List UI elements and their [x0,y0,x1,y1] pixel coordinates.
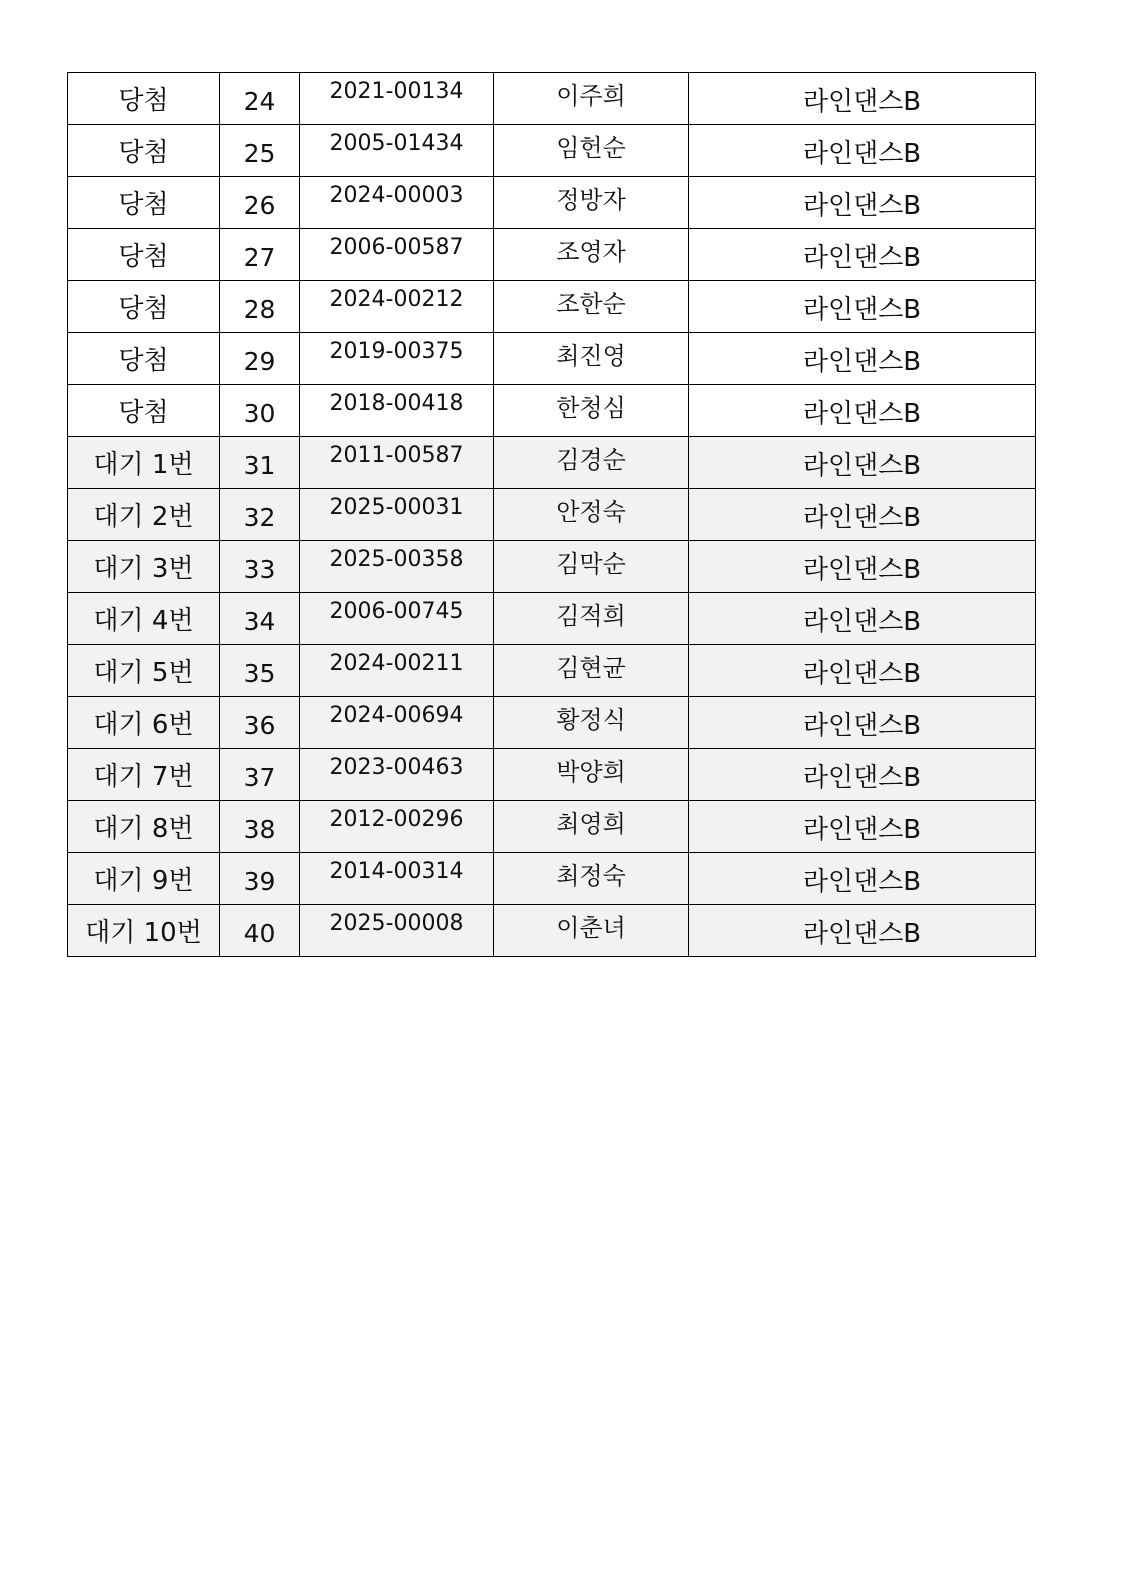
member-id-cell: 2025-00008 [300,905,494,957]
name-cell: 이주희 [494,73,689,125]
status-cell: 대기 6번 [68,697,220,749]
member-id-cell: 2019-00375 [300,333,494,385]
name-cell: 최영희 [494,801,689,853]
name-cell: 최진영 [494,333,689,385]
class-cell: 라인댄스B [689,125,1036,177]
class-cell: 라인댄스B [689,177,1036,229]
table-row [68,385,1036,437]
table-row [68,73,1036,125]
member-id-cell: 2024-00212 [300,281,494,333]
status-cell: 당첨 [68,73,220,125]
class-cell: 라인댄스B [689,749,1036,801]
number-cell: 35 [220,645,300,697]
status-cell: 대기 5번 [68,645,220,697]
status-cell: 대기 3번 [68,541,220,593]
number-cell: 34 [220,593,300,645]
class-cell: 라인댄스B [689,541,1036,593]
status-cell: 대기 1번 [68,437,220,489]
number-cell: 25 [220,125,300,177]
table-row [68,541,1036,593]
class-cell: 라인댄스B [689,229,1036,281]
name-cell: 조영자 [494,229,689,281]
table-row [68,697,1036,749]
member-id-cell: 2018-00418 [300,385,494,437]
member-id-cell: 2024-00694 [300,697,494,749]
member-id-cell: 2012-00296 [300,801,494,853]
table-row [68,489,1036,541]
table-row [68,853,1036,905]
table-row [68,437,1036,489]
class-cell: 라인댄스B [689,333,1036,385]
class-cell: 라인댄스B [689,905,1036,957]
class-cell: 라인댄스B [689,73,1036,125]
name-cell: 황정식 [494,697,689,749]
status-cell: 당첨 [68,177,220,229]
status-cell: 대기 10번 [68,905,220,957]
name-cell: 한청심 [494,385,689,437]
name-cell: 김현균 [494,645,689,697]
number-cell: 30 [220,385,300,437]
class-cell: 라인댄스B [689,801,1036,853]
name-cell: 최정숙 [494,853,689,905]
class-cell: 라인댄스B [689,489,1036,541]
name-cell: 박양희 [494,749,689,801]
class-cell: 라인댄스B [689,437,1036,489]
table-row [68,749,1036,801]
status-cell: 당첨 [68,281,220,333]
member-id-cell: 2025-00031 [300,489,494,541]
table-row [68,229,1036,281]
member-id-cell: 2023-00463 [300,749,494,801]
member-id-cell: 2024-00211 [300,645,494,697]
table-row [68,281,1036,333]
name-cell: 정방자 [494,177,689,229]
member-id-cell: 2006-00745 [300,593,494,645]
member-id-cell: 2021-00134 [300,73,494,125]
status-cell: 당첨 [68,229,220,281]
member-id-cell: 2024-00003 [300,177,494,229]
table-row [68,645,1036,697]
class-cell: 라인댄스B [689,385,1036,437]
table-row [68,801,1036,853]
number-cell: 33 [220,541,300,593]
class-cell: 라인댄스B [689,645,1036,697]
table-row [68,125,1036,177]
number-cell: 27 [220,229,300,281]
table-row [68,593,1036,645]
status-cell: 대기 7번 [68,749,220,801]
name-cell: 이춘녀 [494,905,689,957]
status-cell: 당첨 [68,333,220,385]
result-table-body [68,73,1036,957]
name-cell: 김경순 [494,437,689,489]
name-cell: 김막순 [494,541,689,593]
number-cell: 40 [220,905,300,957]
status-cell: 대기 9번 [68,853,220,905]
name-cell: 임헌순 [494,125,689,177]
number-cell: 39 [220,853,300,905]
number-cell: 31 [220,437,300,489]
number-cell: 32 [220,489,300,541]
name-cell: 조한순 [494,281,689,333]
number-cell: 24 [220,73,300,125]
member-id-cell: 2014-00314 [300,853,494,905]
member-id-cell: 2006-00587 [300,229,494,281]
class-cell: 라인댄스B [689,281,1036,333]
table-row [68,905,1036,957]
number-cell: 37 [220,749,300,801]
number-cell: 28 [220,281,300,333]
table-row [68,177,1036,229]
number-cell: 38 [220,801,300,853]
number-cell: 36 [220,697,300,749]
member-id-cell: 2025-00358 [300,541,494,593]
status-cell: 당첨 [68,385,220,437]
class-cell: 라인댄스B [689,593,1036,645]
class-cell: 라인댄스B [689,853,1036,905]
table-row [68,333,1036,385]
member-id-cell: 2011-00587 [300,437,494,489]
status-cell: 당첨 [68,125,220,177]
status-cell: 대기 2번 [68,489,220,541]
number-cell: 29 [220,333,300,385]
name-cell: 김적희 [494,593,689,645]
class-cell: 라인댄스B [689,697,1036,749]
name-cell: 안정숙 [494,489,689,541]
status-cell: 대기 4번 [68,593,220,645]
number-cell: 26 [220,177,300,229]
status-cell: 대기 8번 [68,801,220,853]
member-id-cell: 2005-01434 [300,125,494,177]
lottery-result-table [67,72,1036,957]
